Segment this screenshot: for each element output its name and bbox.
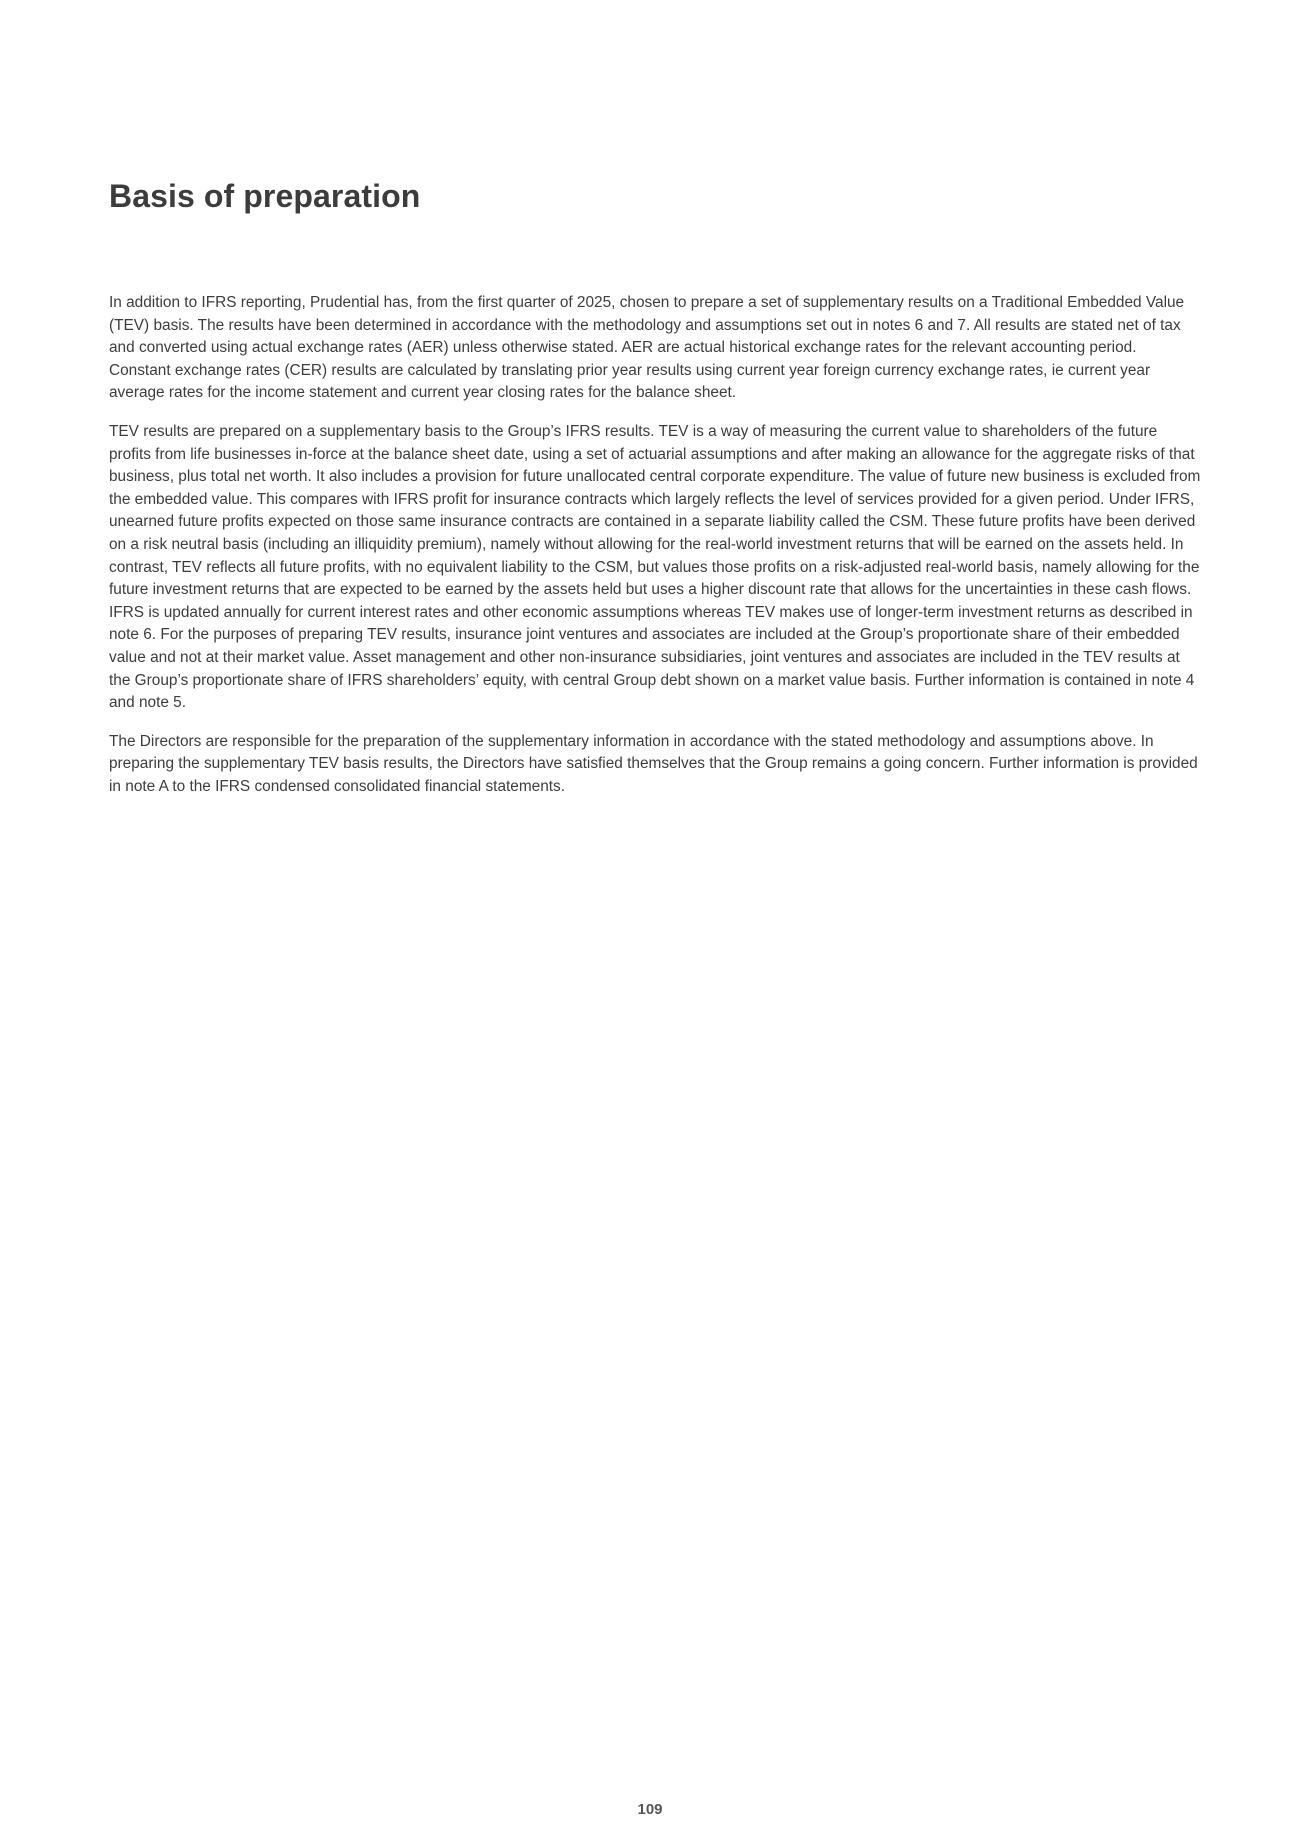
paragraph-ifrs-reporting: In addition to IFRS reporting, Prudential has, from the first quarter of 2025, chosen to prepare a set of supplementary results on a Traditional Embedded Value (TEV) basis. The results have been determined in accordance with the methodology and assumptions set out in notes 6 and 7. All results are stated net of tax and converted using actual exchange rates (AER) unless otherwise stated. AER are actual historical exchange rates for the relevant accounting period. Constant exchange rates (CER) results are calculated by translating prior year results using current year foreign currency exchange rates, ie current year average rates for the income statement and current year closing rates for the balance sheet. bbox=[109, 294, 1185, 402]
paragraph-tev-results: TEV results are prepared on a supplementary basis to the Group’s IFRS results. TEV is a way of measuring the current value to shareholders of the future profits from life businesses in-force at the balance sheet date, using a set of actuarial assumptions and after making an allowance for the aggregate risks of that business, plus total net worth. It also includes a provision for future unallocated central corporate expenditure. The value of future new business is excluded from the embedded value. This compares with IFRS profit for insurance contracts which largely reflects the level of services provided for a given period. Under IFRS, unearned future profits expected on those same insurance contracts are contained in a separate liability called the CSM. These future profits have been derived on a risk neutral basis (including an illiquidity premium), namely without allowing for the real-world investment returns that will be earned on the assets held. In contrast, TEV reflects all future profits, with no equivalent liability to the CSM, but values those profits on a risk-adjusted real-world basis, namely allowing for the future investment returns that are expected to be earned by the assets held but uses a higher discount rate that allows for the uncertainties in these cash flows. IFRS is updated annually for current interest rates and other economic assumptions whereas TEV makes use of longer-term investment returns as described in note 6. For the purposes of preparing TEV results, insurance joint ventures and associates are included at the Group’s proportionate share of their embedded value and not at their market value. Asset management and other non-insurance subsidiaries, joint ventures and associates are included in the TEV results at the Group’s proportionate share of IFRS shareholders’ equity, with central Group debt shown on a market value basis. Further information is contained in note 4 and note 5. bbox=[109, 422, 1201, 712]
paragraph-directors-responsibility: The Directors are responsible for the preparation of the supplementary information in accordance with the stated methodology and assumptions above. In preparing the supplementary TEV basis results, the Directors have satisfied themselves that the Group remains a going concern. Further information is provided in note A to the IFRS condensed consolidated financial statements. bbox=[109, 732, 1198, 795]
page-title: Basis of preparation bbox=[109, 178, 421, 214]
page-number: 109 bbox=[637, 1801, 663, 1818]
body-text bbox=[109, 292, 1201, 814]
